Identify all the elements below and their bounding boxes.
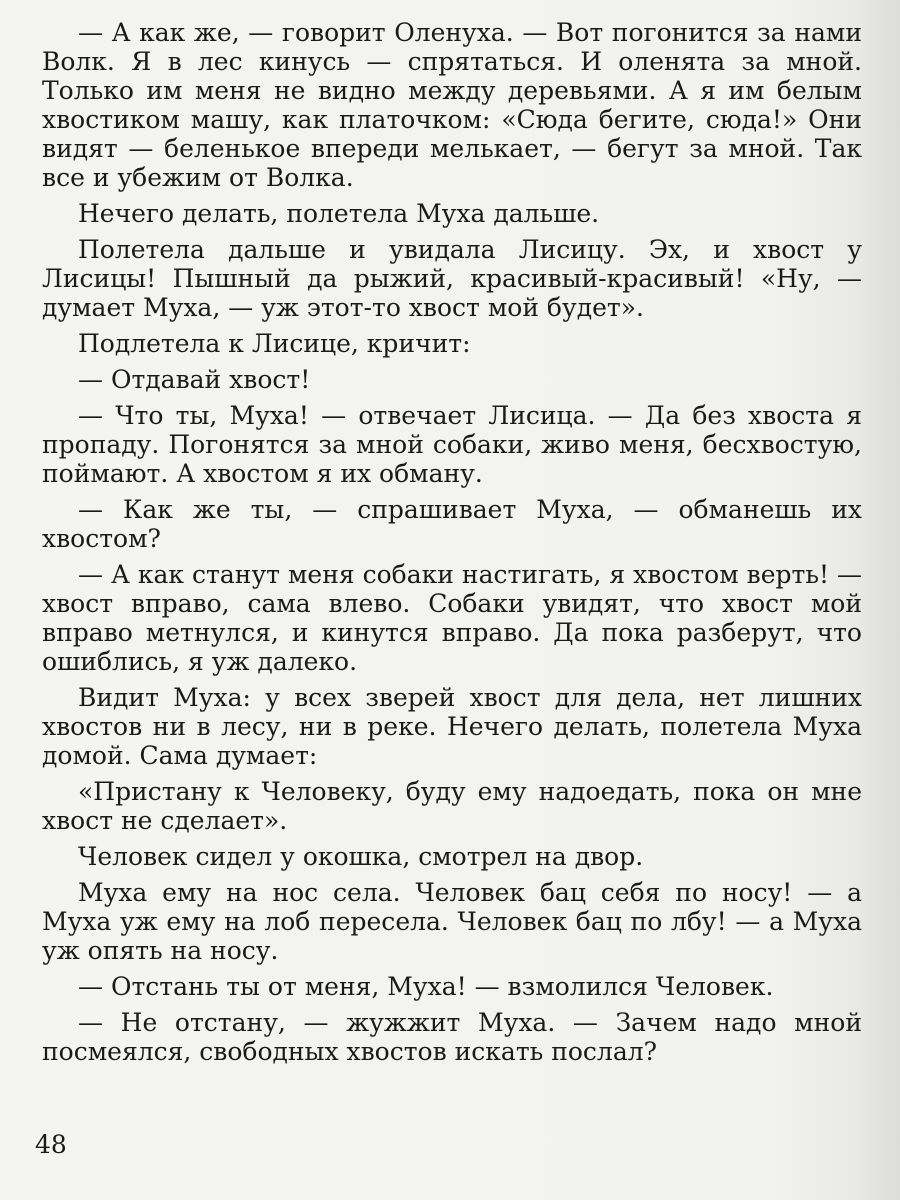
paragraph: Муха ему на нос села. Человек бац себя по носу! — а Муха уж ему на лоб пересела. Человек бац по лбу! — а Муха уж опять на носу. xyxy=(42,878,862,965)
paragraph: — Не отстану, — жужжит Муха. — Зачем надо мной посмеялся, свободных хвостов искать послал? xyxy=(42,1008,862,1066)
page-text xyxy=(42,18,862,1073)
paragraph: — Как же ты, — спрашивает Муха, — обманешь их хвостом? xyxy=(42,495,862,553)
paragraph: Полетела дальше и увидала Лисицу. Эх, и хвост у Лисицы! Пышный да рыжий, красивый-красивый! «Ну, — думает Муха, — уж этот-то хвост мой будет». xyxy=(42,235,862,322)
paragraph: Видит Муха: у всех зверей хвост для дела, нет лишних хвостов ни в лесу, ни в реке. Нечего делать, полетела Муха домой. Сама думает: xyxy=(42,683,862,770)
paragraph: «Пристану к Человеку, буду ему надоедать, пока он мне хвост не сделает». xyxy=(42,777,862,835)
paragraph: — А как станут меня собаки настигать, я хвостом верть! — хвост вправо, сама влево. Собаки увидят, что хвост мой вправо метнулся, и кинутся вправо. Да пока разберут, что ошиблись, я уж далеко. xyxy=(42,560,862,676)
page-number: 48 xyxy=(35,1130,67,1159)
paragraph: Человек сидел у окошка, смотрел на двор. xyxy=(78,842,644,871)
paragraph: Подлетела к Лисице, кричит: xyxy=(78,329,471,358)
paragraph: — Отдавай хвост! xyxy=(78,365,311,394)
paragraph: — Что ты, Муха! — отвечает Лисица. — Да без хвоста я пропаду. Погонятся за мной собаки, живо меня, бесхвостую, поймают. А хвостом я их обману. xyxy=(42,401,862,488)
paragraph: — Отстань ты от меня, Муха! — взмолился Человек. xyxy=(78,972,774,1001)
paragraph: Нечего делать, полетела Муха дальше. xyxy=(78,199,600,228)
paragraph: — А как же, — говорит Оленуха. — Вот погонится за нами Волк. Я в лес кинусь — спрятаться. И оленята за мной. Только им меня не видно между деревьями. А я им белым хвостиком машу, как платочком: «Сюда бегите, сюда!» Они видят — беленькое впереди мелькает, — бегут за мной. Так все и убежим от Волка. xyxy=(42,18,862,192)
